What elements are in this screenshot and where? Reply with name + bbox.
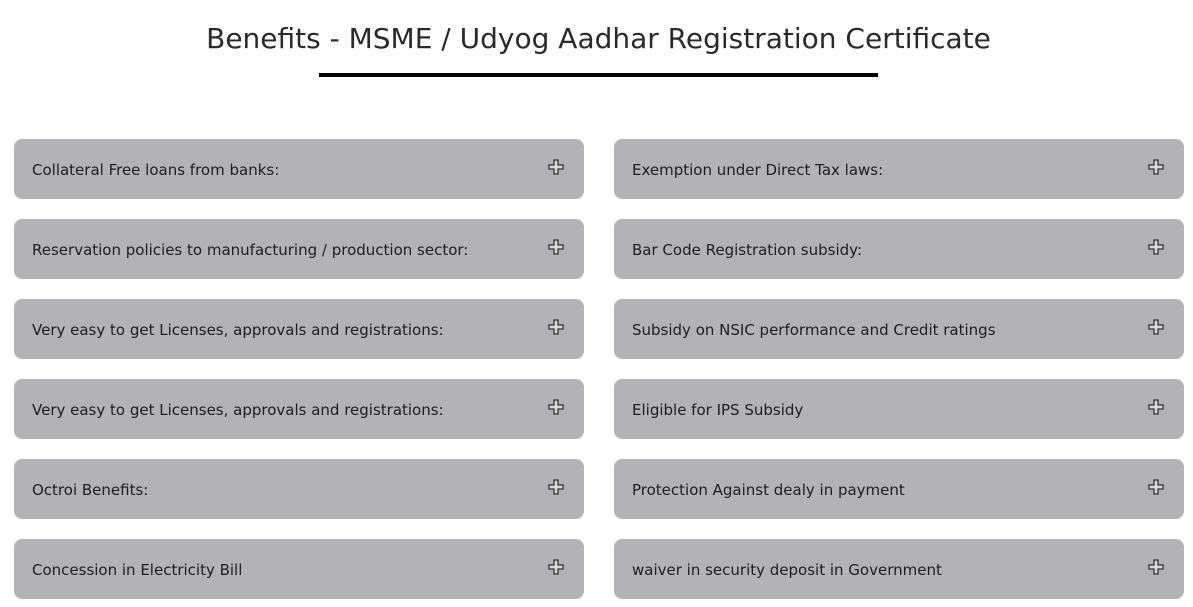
plus-icon[interactable]: [548, 159, 564, 175]
accordion-item-label: Very easy to get Licenses, approvals and registrations:: [32, 400, 444, 419]
accordion-item-label: Protection Against dealy in payment: [632, 480, 905, 499]
accordion-item-nsic-subsidy[interactable]: [614, 299, 1184, 359]
accordion-item-octroi-benefits[interactable]: [14, 459, 584, 519]
accordion-item-security-deposit-waiver[interactable]: [614, 539, 1184, 599]
plus-icon[interactable]: [548, 239, 564, 255]
accordion-item-direct-tax-exemption[interactable]: [614, 139, 1184, 199]
accordion-item-label: Eligible for IPS Subsidy: [632, 400, 804, 419]
plus-icon[interactable]: [548, 559, 564, 575]
plus-icon[interactable]: [1148, 159, 1164, 175]
accordion-item-reservation-policies[interactable]: [14, 219, 584, 279]
accordion-item-payment-delay-protection[interactable]: [614, 459, 1184, 519]
plus-icon[interactable]: [548, 319, 564, 335]
plus-icon[interactable]: [548, 399, 564, 415]
plus-icon[interactable]: [548, 479, 564, 495]
plus-icon[interactable]: [1148, 319, 1164, 335]
plus-icon[interactable]: [1148, 399, 1164, 415]
accordion-item-electricity-concession[interactable]: [14, 539, 584, 599]
accordion-item-collateral-free-loans[interactable]: [14, 139, 584, 199]
plus-icon[interactable]: [1148, 559, 1164, 575]
accordion-item-label: waiver in security deposit in Government: [632, 560, 942, 579]
accordion-item-bar-code-subsidy[interactable]: [614, 219, 1184, 279]
accordion-item-label: Bar Code Registration subsidy:: [632, 240, 862, 259]
plus-icon[interactable]: [1148, 479, 1164, 495]
accordion-item-label: Exemption under Direct Tax laws:: [632, 160, 884, 179]
accordion-item-label: Reservation policies to manufacturing / production sector:: [32, 240, 469, 259]
accordion-item-licenses-approvals-2[interactable]: [14, 379, 584, 439]
accordion-item-ips-subsidy[interactable]: [614, 379, 1184, 439]
benefits-accordion-grid: [14, 139, 1184, 599]
accordion-item-label: Concession in Electricity Bill: [32, 560, 243, 579]
accordion-item-label: Very easy to get Licenses, approvals and registrations:: [32, 320, 444, 339]
accordion-item-licenses-approvals-1[interactable]: [14, 299, 584, 359]
accordion-item-label: Collateral Free loans from banks:: [32, 160, 280, 179]
title-underline-divider: [319, 73, 878, 77]
accordion-item-label: Subsidy on NSIC performance and Credit ratings: [632, 320, 996, 339]
accordion-item-label: Octroi Benefits:: [32, 480, 149, 499]
page-title: Benefits - MSME / Udyog Aadhar Registration Certificate: [206, 22, 991, 55]
plus-icon[interactable]: [1148, 239, 1164, 255]
